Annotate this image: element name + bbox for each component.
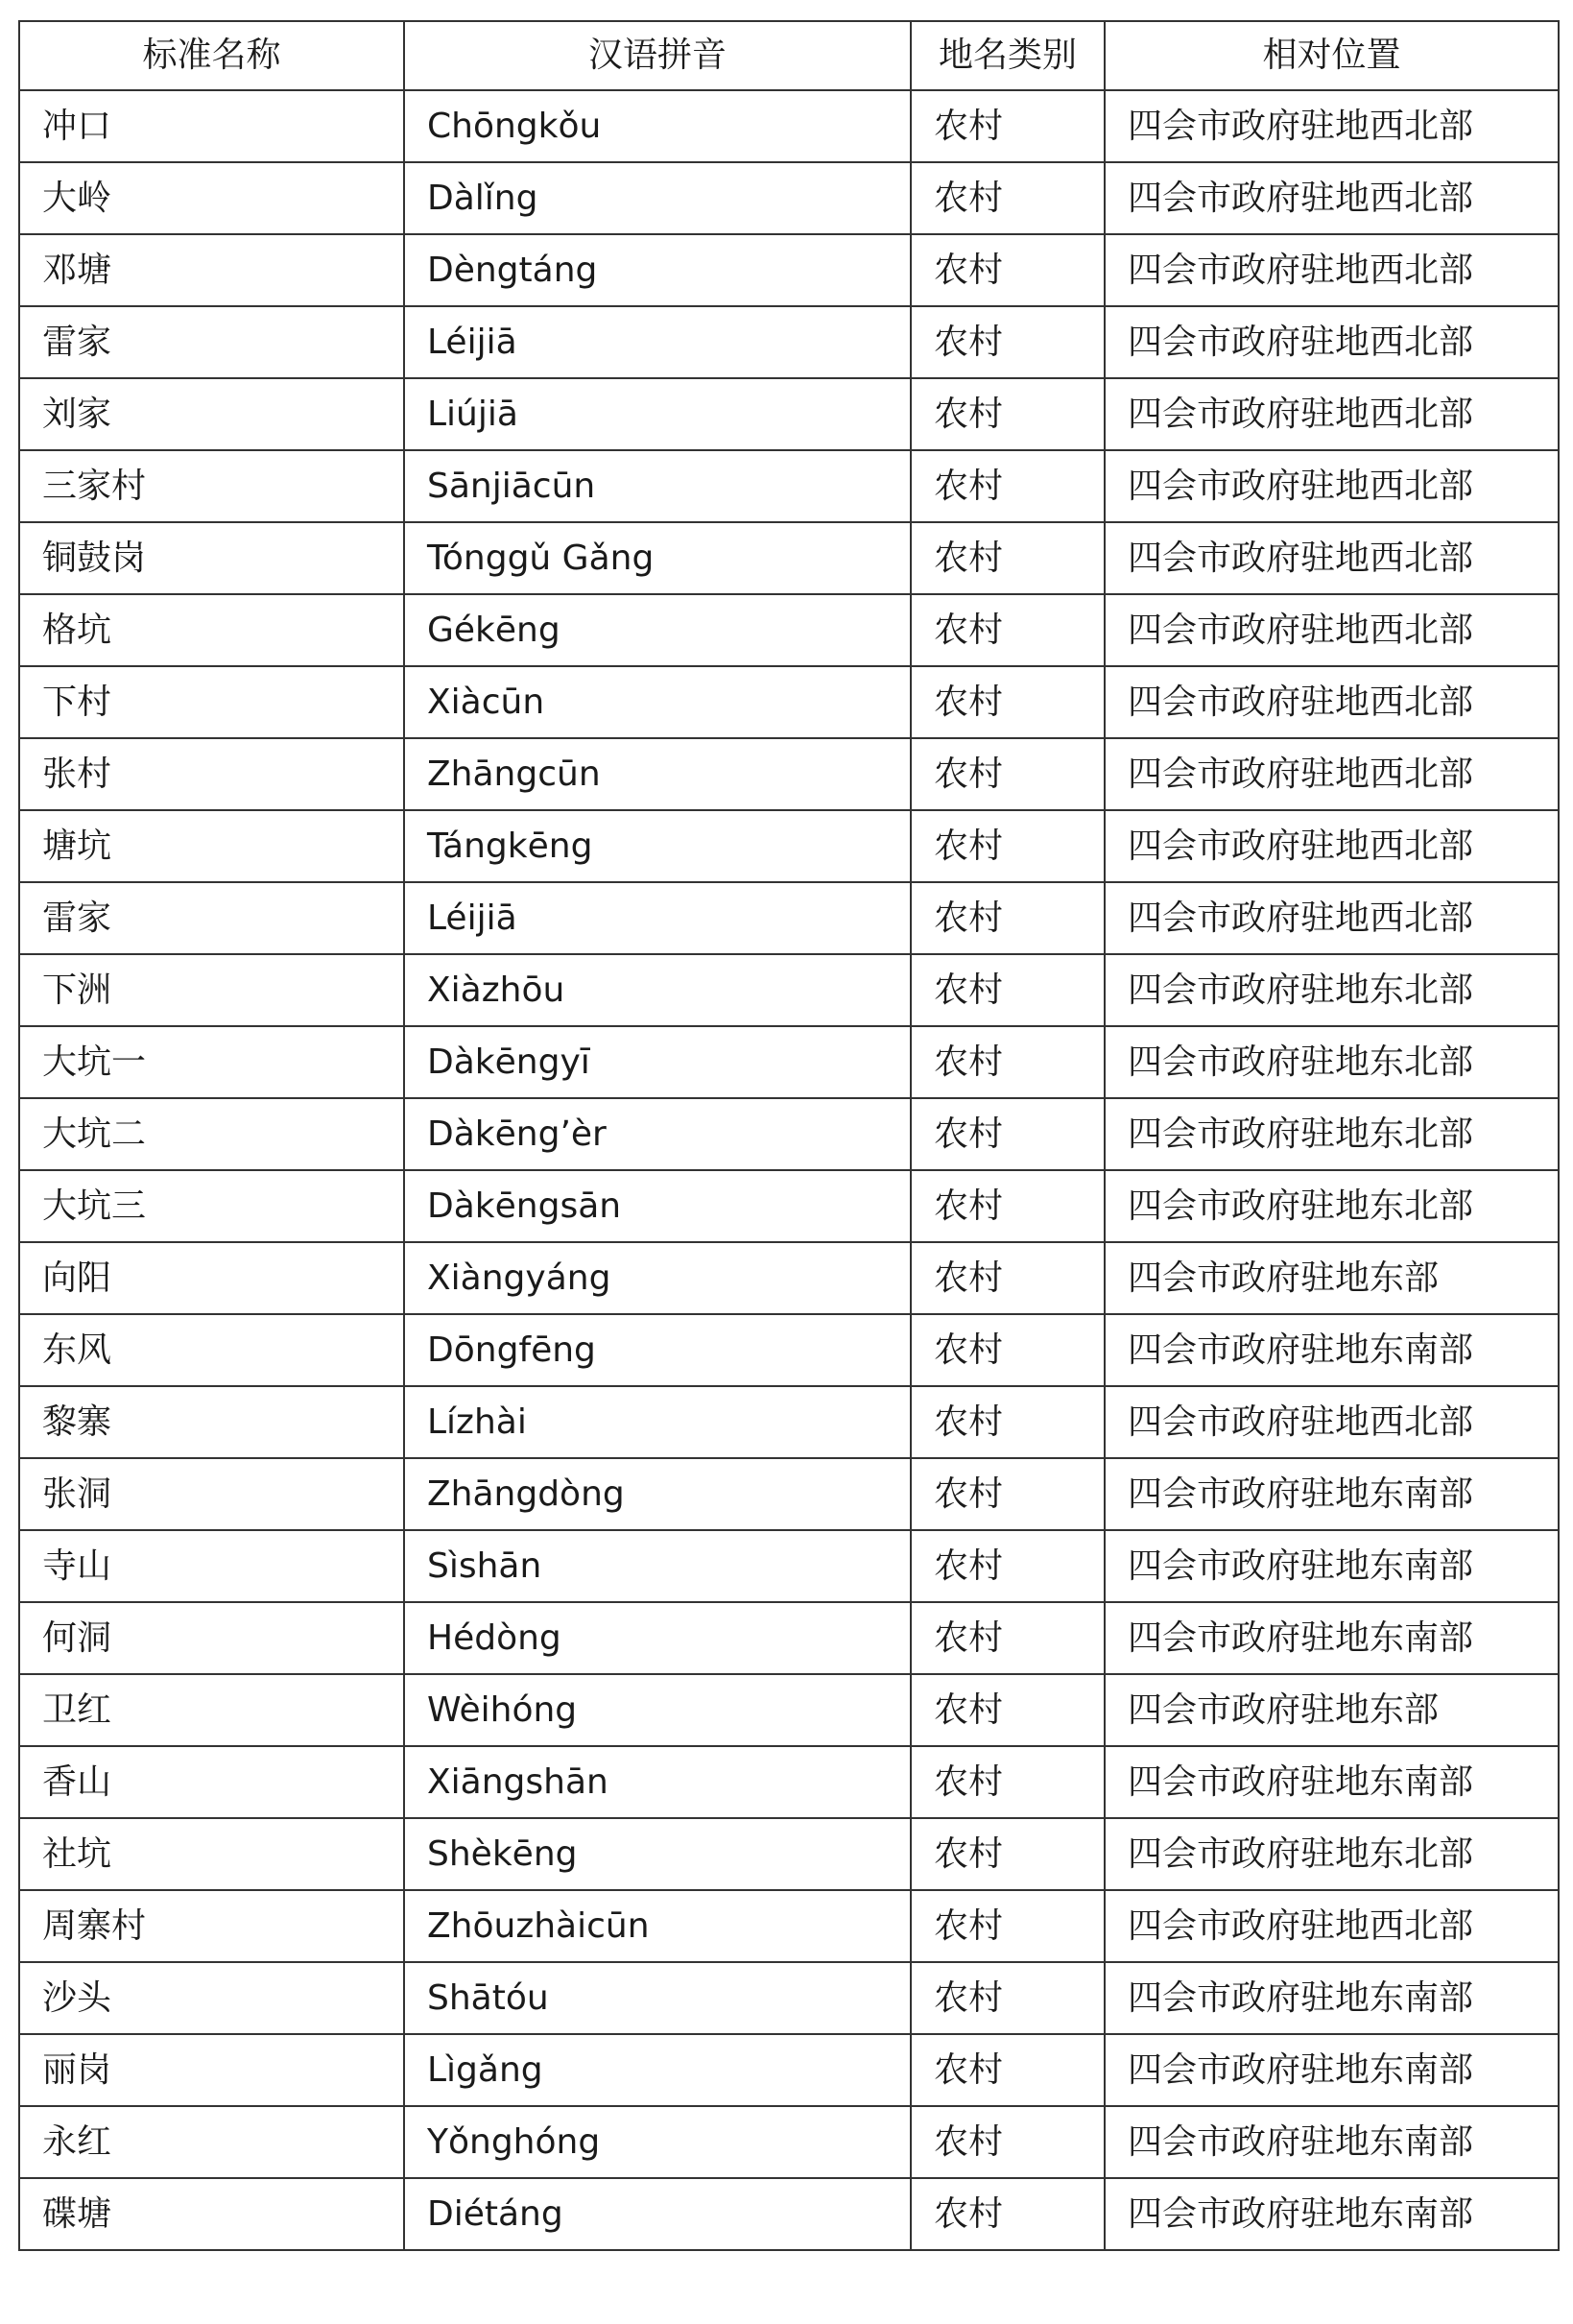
table-row xyxy=(19,1170,1559,1242)
place-type-cell: 农村 xyxy=(911,162,1105,234)
table-row xyxy=(19,954,1559,1026)
place-name-table xyxy=(18,20,1560,2251)
place-type-cell: 农村 xyxy=(911,810,1105,882)
relative-position-cell: 四会市政府驻地东南部 xyxy=(1105,1458,1559,1530)
pinyin-cell: Dàkēng’èr xyxy=(404,1098,911,1170)
relative-position-cell: 四会市政府驻地西北部 xyxy=(1105,1890,1559,1962)
standard-name-cell: 香山 xyxy=(19,1746,404,1818)
standard-name-cell: 沙头 xyxy=(19,1962,404,2034)
standard-name-cell: 格坑 xyxy=(19,594,404,666)
pinyin-cell: Zhāngcūn xyxy=(404,738,911,810)
table-row xyxy=(19,450,1559,522)
place-name-sheet xyxy=(18,20,1558,2251)
relative-position-cell: 四会市政府驻地西北部 xyxy=(1105,306,1559,378)
pinyin-cell: Diétáng xyxy=(404,2178,911,2250)
relative-position-cell: 四会市政府驻地西北部 xyxy=(1105,666,1559,738)
place-type-cell: 农村 xyxy=(911,306,1105,378)
relative-position-cell: 四会市政府驻地东南部 xyxy=(1105,2178,1559,2250)
column-header-pinyin: 汉语拼音 xyxy=(404,21,911,90)
relative-position-cell: 四会市政府驻地东北部 xyxy=(1105,954,1559,1026)
table-row xyxy=(19,522,1559,594)
table-row xyxy=(19,666,1559,738)
pinyin-cell: Zhāngdòng xyxy=(404,1458,911,1530)
standard-name-cell: 社坑 xyxy=(19,1818,404,1890)
standard-name-cell: 下村 xyxy=(19,666,404,738)
place-type-cell: 农村 xyxy=(911,1962,1105,2034)
place-type-cell: 农村 xyxy=(911,1098,1105,1170)
place-type-cell: 农村 xyxy=(911,2106,1105,2178)
relative-position-cell: 四会市政府驻地东部 xyxy=(1105,1242,1559,1314)
pinyin-cell: Léijiā xyxy=(404,306,911,378)
pinyin-cell: Wèihóng xyxy=(404,1674,911,1746)
place-type-cell: 农村 xyxy=(911,1314,1105,1386)
pinyin-cell: Lízhài xyxy=(404,1386,911,1458)
standard-name-cell: 雷家 xyxy=(19,882,404,954)
table-row xyxy=(19,1602,1559,1674)
place-type-cell: 农村 xyxy=(911,1242,1105,1314)
standard-name-cell: 大岭 xyxy=(19,162,404,234)
column-header-relative-position: 相对位置 xyxy=(1105,21,1559,90)
standard-name-cell: 塘坑 xyxy=(19,810,404,882)
pinyin-cell: Hédòng xyxy=(404,1602,911,1674)
table-row xyxy=(19,1818,1559,1890)
standard-name-cell: 卫红 xyxy=(19,1674,404,1746)
pinyin-cell: Sānjiācūn xyxy=(404,450,911,522)
place-type-cell: 农村 xyxy=(911,1890,1105,1962)
relative-position-cell: 四会市政府驻地东南部 xyxy=(1105,1602,1559,1674)
standard-name-cell: 雷家 xyxy=(19,306,404,378)
table-row xyxy=(19,234,1559,306)
place-type-cell: 农村 xyxy=(911,234,1105,306)
standard-name-cell: 丽岗 xyxy=(19,2034,404,2106)
pinyin-cell: Léijiā xyxy=(404,882,911,954)
standard-name-cell: 张村 xyxy=(19,738,404,810)
table-row xyxy=(19,738,1559,810)
table-row xyxy=(19,1530,1559,1602)
pinyin-cell: Xiàngyáng xyxy=(404,1242,911,1314)
pinyin-cell: Dàkēngsān xyxy=(404,1170,911,1242)
pinyin-cell: Yǒnghóng xyxy=(404,2106,911,2178)
relative-position-cell: 四会市政府驻地东南部 xyxy=(1105,1530,1559,1602)
standard-name-cell: 下洲 xyxy=(19,954,404,1026)
table-row xyxy=(19,1098,1559,1170)
relative-position-cell: 四会市政府驻地东部 xyxy=(1105,1674,1559,1746)
place-type-cell: 农村 xyxy=(911,1818,1105,1890)
relative-position-cell: 四会市政府驻地西北部 xyxy=(1105,1386,1559,1458)
pinyin-cell: Xiāngshān xyxy=(404,1746,911,1818)
pinyin-cell: Chōngkǒu xyxy=(404,90,911,162)
pinyin-cell: Shèkēng xyxy=(404,1818,911,1890)
pinyin-cell: Tónggǔ Gǎng xyxy=(404,522,911,594)
standard-name-cell: 铜鼓岗 xyxy=(19,522,404,594)
place-type-cell: 农村 xyxy=(911,90,1105,162)
relative-position-cell: 四会市政府驻地西北部 xyxy=(1105,90,1559,162)
table-body xyxy=(19,90,1559,2250)
relative-position-cell: 四会市政府驻地东北部 xyxy=(1105,1026,1559,1098)
relative-position-cell: 四会市政府驻地西北部 xyxy=(1105,594,1559,666)
standard-name-cell: 周寨村 xyxy=(19,1890,404,1962)
standard-name-cell: 三家村 xyxy=(19,450,404,522)
standard-name-cell: 黎寨 xyxy=(19,1386,404,1458)
table-row xyxy=(19,882,1559,954)
relative-position-cell: 四会市政府驻地西北部 xyxy=(1105,162,1559,234)
table-row xyxy=(19,1314,1559,1386)
pinyin-cell: Xiàcūn xyxy=(404,666,911,738)
table-row xyxy=(19,2106,1559,2178)
relative-position-cell: 四会市政府驻地东南部 xyxy=(1105,1746,1559,1818)
column-header-standard-name: 标准名称 xyxy=(19,21,404,90)
place-type-cell: 农村 xyxy=(911,1746,1105,1818)
pinyin-cell: Tángkēng xyxy=(404,810,911,882)
place-type-cell: 农村 xyxy=(911,882,1105,954)
place-type-cell: 农村 xyxy=(911,1602,1105,1674)
table-row xyxy=(19,594,1559,666)
place-type-cell: 农村 xyxy=(911,522,1105,594)
pinyin-cell: Liújiā xyxy=(404,378,911,450)
relative-position-cell: 四会市政府驻地西北部 xyxy=(1105,810,1559,882)
standard-name-cell: 东风 xyxy=(19,1314,404,1386)
pinyin-cell: Lìgǎng xyxy=(404,2034,911,2106)
table-row xyxy=(19,1674,1559,1746)
standard-name-cell: 大坑二 xyxy=(19,1098,404,1170)
relative-position-cell: 四会市政府驻地东南部 xyxy=(1105,2106,1559,2178)
place-type-cell: 农村 xyxy=(911,954,1105,1026)
table-row xyxy=(19,162,1559,234)
standard-name-cell: 大坑一 xyxy=(19,1026,404,1098)
standard-name-cell: 碟塘 xyxy=(19,2178,404,2250)
place-type-cell: 农村 xyxy=(911,738,1105,810)
relative-position-cell: 四会市政府驻地西北部 xyxy=(1105,522,1559,594)
table-row xyxy=(19,1386,1559,1458)
table-row xyxy=(19,1962,1559,2034)
place-type-cell: 农村 xyxy=(911,2178,1105,2250)
table-header-row xyxy=(19,21,1559,90)
relative-position-cell: 四会市政府驻地西北部 xyxy=(1105,738,1559,810)
place-type-cell: 农村 xyxy=(911,1026,1105,1098)
relative-position-cell: 四会市政府驻地东南部 xyxy=(1105,2034,1559,2106)
standard-name-cell: 张洞 xyxy=(19,1458,404,1530)
standard-name-cell: 刘家 xyxy=(19,378,404,450)
standard-name-cell: 寺山 xyxy=(19,1530,404,1602)
table-row xyxy=(19,1458,1559,1530)
pinyin-cell: Sìshān xyxy=(404,1530,911,1602)
place-type-cell: 农村 xyxy=(911,666,1105,738)
table-row xyxy=(19,810,1559,882)
relative-position-cell: 四会市政府驻地西北部 xyxy=(1105,234,1559,306)
standard-name-cell: 邓塘 xyxy=(19,234,404,306)
relative-position-cell: 四会市政府驻地西北部 xyxy=(1105,450,1559,522)
pinyin-cell: Dàlǐng xyxy=(404,162,911,234)
relative-position-cell: 四会市政府驻地东北部 xyxy=(1105,1098,1559,1170)
place-type-cell: 农村 xyxy=(911,450,1105,522)
standard-name-cell: 向阳 xyxy=(19,1242,404,1314)
relative-position-cell: 四会市政府驻地东北部 xyxy=(1105,1170,1559,1242)
table-row xyxy=(19,1746,1559,1818)
table-row xyxy=(19,378,1559,450)
relative-position-cell: 四会市政府驻地东南部 xyxy=(1105,1962,1559,2034)
table-row xyxy=(19,2178,1559,2250)
table-row xyxy=(19,1242,1559,1314)
place-type-cell: 农村 xyxy=(911,378,1105,450)
place-type-cell: 农村 xyxy=(911,1530,1105,1602)
relative-position-cell: 四会市政府驻地西北部 xyxy=(1105,882,1559,954)
table-row xyxy=(19,1890,1559,1962)
standard-name-cell: 大坑三 xyxy=(19,1170,404,1242)
place-type-cell: 农村 xyxy=(911,1386,1105,1458)
column-header-place-type: 地名类别 xyxy=(911,21,1105,90)
standard-name-cell: 何洞 xyxy=(19,1602,404,1674)
relative-position-cell: 四会市政府驻地东北部 xyxy=(1105,1818,1559,1890)
pinyin-cell: Shātóu xyxy=(404,1962,911,2034)
pinyin-cell: Xiàzhōu xyxy=(404,954,911,1026)
relative-position-cell: 四会市政府驻地西北部 xyxy=(1105,378,1559,450)
table-row xyxy=(19,1026,1559,1098)
pinyin-cell: Gékēng xyxy=(404,594,911,666)
pinyin-cell: Dèngtáng xyxy=(404,234,911,306)
relative-position-cell: 四会市政府驻地东南部 xyxy=(1105,1314,1559,1386)
table-row xyxy=(19,306,1559,378)
place-type-cell: 农村 xyxy=(911,1674,1105,1746)
standard-name-cell: 永红 xyxy=(19,2106,404,2178)
standard-name-cell: 冲口 xyxy=(19,90,404,162)
pinyin-cell: Dàkēngyī xyxy=(404,1026,911,1098)
place-type-cell: 农村 xyxy=(911,2034,1105,2106)
place-type-cell: 农村 xyxy=(911,1458,1105,1530)
place-type-cell: 农村 xyxy=(911,594,1105,666)
place-type-cell: 农村 xyxy=(911,1170,1105,1242)
pinyin-cell: Dōngfēng xyxy=(404,1314,911,1386)
table-row xyxy=(19,90,1559,162)
pinyin-cell: Zhōuzhàicūn xyxy=(404,1890,911,1962)
table-row xyxy=(19,2034,1559,2106)
